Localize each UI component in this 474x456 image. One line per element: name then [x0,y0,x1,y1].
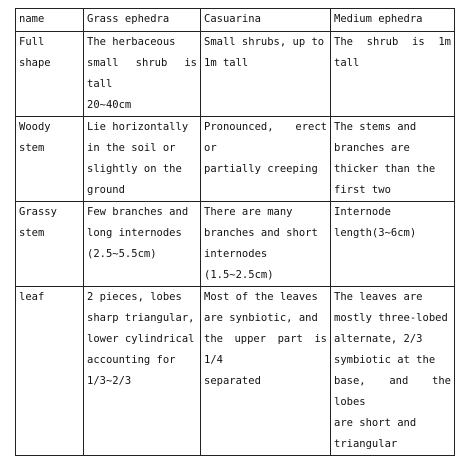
table-cell: Pronounced, erect or partially creeping [201,117,331,202]
table-row [16,32,455,117]
table-cell: There are many branches and short internodes (1.5~2.5cm) [201,202,331,287]
ephedra-comparison-table [15,8,455,456]
header-cell-name: name [16,9,84,32]
table-cell: The herbaceous small shrub is tall 20~40cm [84,32,201,117]
table-cell: Small shrubs, up to 1m tall [201,32,331,117]
header-cell-casuarina: Casuarina [201,9,331,32]
table-cell: Few branches and long internodes (2.5~5.5cm) [84,202,201,287]
table-header-row [16,9,455,32]
header-cell-grass-ephedra: Grass ephedra [84,9,201,32]
table-row [16,202,455,287]
row-label-cell: leaf [16,287,84,456]
table-cell: 2 pieces, lobes sharp triangular, lower cylindrical accounting for 1/3~2/3 [84,287,201,456]
table-cell: The leaves are mostly three-lobed alternate, 2/3 symbiotic at the base, and the lobes are short and triangular [331,287,455,456]
row-label-cell: Grassy stem [16,202,84,287]
table-cell: Internode length(3~6cm) [331,202,455,287]
table-row [16,287,455,456]
table-cell: The stems and branches are thicker than the first two [331,117,455,202]
table-cell: Lie horizontally in the soil or slightly on the ground [84,117,201,202]
table-cell: The shrub is 1m tall [331,32,455,117]
row-label-cell: Full shape [16,32,84,117]
header-cell-medium-ephedra: Medium ephedra [331,9,455,32]
row-label-cell: Woody stem [16,117,84,202]
table-cell: Most of the leaves are synbiotic, and the upper part is 1/4 separated [201,287,331,456]
table-row [16,117,455,202]
